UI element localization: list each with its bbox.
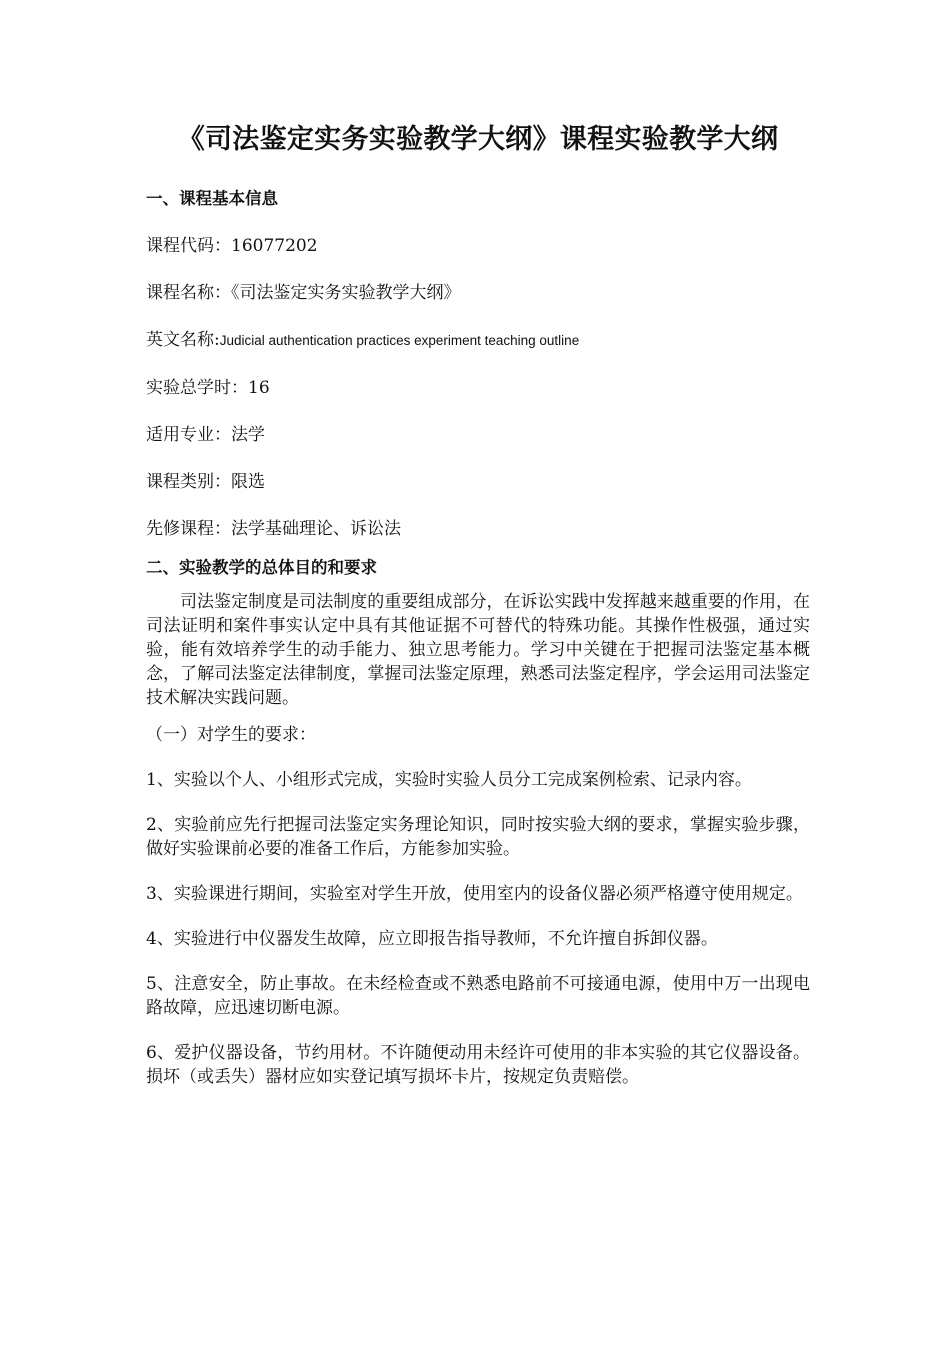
major-line <box>146 423 810 447</box>
document-title: 《司法鉴定实务实验教学大纲》课程实验教学大纲 <box>177 124 779 155</box>
course-code-label: 课程代码： <box>146 236 231 256</box>
requirement-item: 2、实验前应先行把握司法鉴定实务理论知识，同时按实验大纲的要求，掌握实验步骤，做好实验课前必要的准备工作后，方能参加实验。 <box>146 815 810 859</box>
section-heading-basic-info: 一、课程基本信息 <box>146 189 278 208</box>
english-name-label: 英文名称: <box>146 330 220 350</box>
english-name-line <box>146 328 810 353</box>
requirement-item: 1、实验以个人、小组形式完成，实验时实验人员分工完成案例检索、记录内容。 <box>146 770 752 790</box>
course-code-line <box>146 234 810 258</box>
prerequisite-line <box>146 517 810 541</box>
course-code-value: 16077202 <box>231 236 318 256</box>
requirement-item: 4、实验进行中仪器发生故障，应立即报告指导教师，不允许擅自拆卸仪器。 <box>146 929 718 949</box>
total-hours-value: 16 <box>248 378 270 398</box>
course-type-value: 限选 <box>231 472 265 492</box>
course-type-label: 课程类别： <box>146 472 231 492</box>
total-hours-label: 实验总学时： <box>146 378 248 398</box>
major-label: 适用专业： <box>146 425 231 445</box>
student-requirements-heading: （一）对学生的要求： <box>146 725 316 745</box>
requirement-item: 6、爱护仪器设备，节约用材。不许随便动用未经许可使用的非本实验的其它仪器设备。损坏（或丢失）器材应如实登记填写损坏卡片，按规定负责赔偿。 <box>146 1043 810 1087</box>
prerequisite-label: 先修课程： <box>146 519 231 539</box>
total-hours-line <box>146 376 810 400</box>
english-name-value: Judicial authentication practices experiment teaching outline <box>219 333 580 348</box>
requirement-item: 5、注意安全，防止事故。在未经检查或不熟悉电路前不可接通电源，使用中万一出现电路故障，应迅速切断电源。 <box>146 974 810 1018</box>
requirement-item: 3、实验课进行期间，实验室对学生开放，使用室内的设备仪器必须严格遵守使用规定。 <box>146 884 803 904</box>
course-type-line <box>146 470 810 494</box>
document-page <box>146 110 810 1089</box>
objectives-paragraph: 司法鉴定制度是司法制度的重要组成部分，在诉讼实践中发挥越来越重要的作用，在司法证明和案件事实认定中具有其他证据不可替代的特殊功能。其操作性极强，通过实验，能有效培养学生的动手能力、独立思考能力。学习中关键在于把握司法鉴定基本概念，了解司法鉴定法律制度，掌握司法鉴定原理，熟悉司法鉴定程序，学会运用司法鉴定技术解决实践问题。 <box>146 592 810 708</box>
section-heading-objectives: 二、实验教学的总体目的和要求 <box>146 558 377 577</box>
course-name-line <box>146 281 810 305</box>
course-info-list <box>146 234 810 541</box>
course-name-value: 《司法鉴定实务实验教学大纲》 <box>231 283 461 303</box>
major-value: 法学 <box>231 425 265 445</box>
course-name-label: 课程名称： <box>146 283 231 303</box>
requirements-list <box>146 768 810 1089</box>
prerequisite-value: 法学基础理论、诉讼法 <box>231 519 401 539</box>
